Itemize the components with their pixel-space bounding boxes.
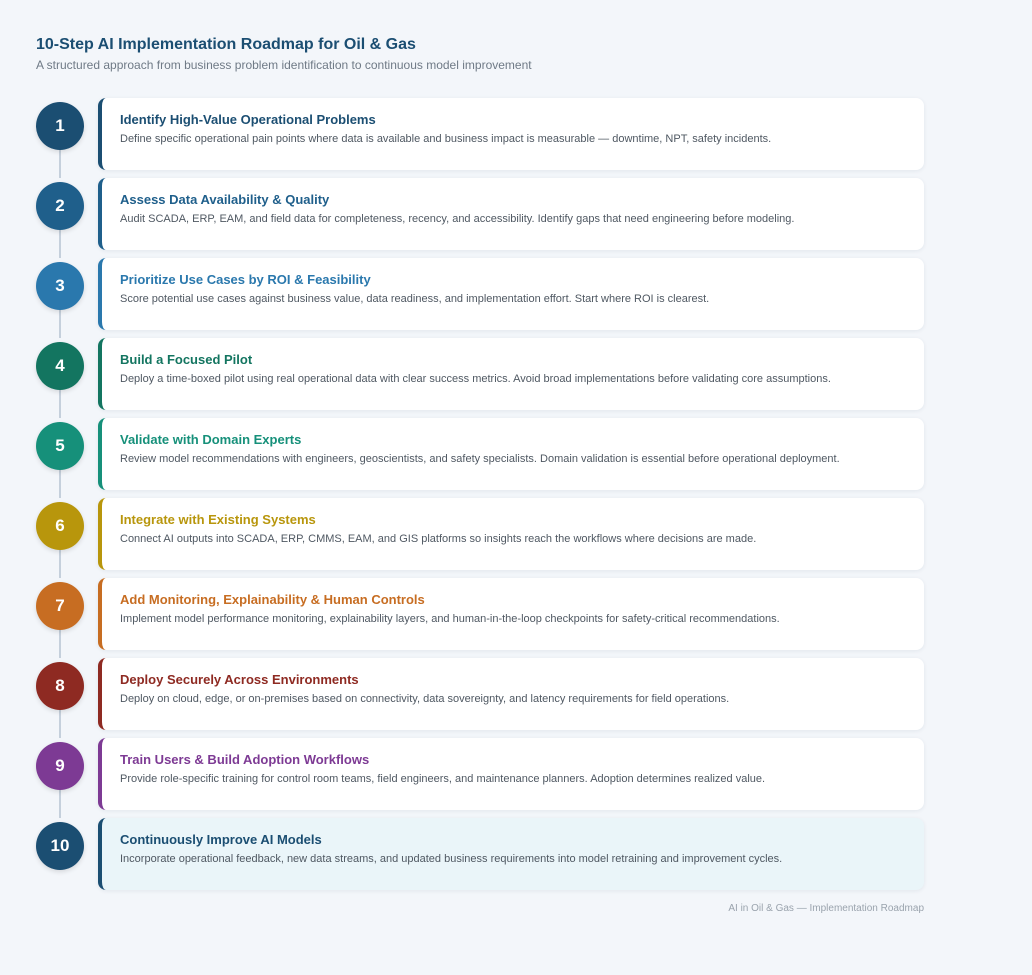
roadmap-step-2 — [36, 178, 924, 258]
step-card — [98, 98, 924, 170]
roadmap-step-1 — [36, 98, 924, 178]
step-description: Score potential use cases against business value, data readiness, and implementation effort. Start where ROI is clearest. — [120, 293, 710, 305]
step-title: Prioritize Use Cases by ROI & Feasibility — [120, 272, 371, 287]
roadmap-step-8 — [36, 658, 924, 738]
step-number-badge: 7 — [36, 582, 84, 630]
step-description: Deploy on cloud, edge, or on-premises based on connectivity, data sovereignty, and latency requirements for field operations. — [120, 693, 730, 705]
step-title: Integrate with Existing Systems — [120, 512, 316, 527]
step-title: Build a Focused Pilot — [120, 352, 253, 367]
roadmap-step-3 — [36, 258, 924, 338]
step-description: Define specific operational pain points where data is available and business impact is measurable — downtime, NPT, safety incidents. — [120, 133, 772, 145]
step-number-badge: 5 — [36, 422, 84, 470]
step-title: Deploy Securely Across Environments — [120, 672, 359, 687]
step-description: Review model recommendations with engineers, geoscientists, and safety specialists. Domain validation is essential before operational deployment. — [120, 453, 840, 465]
page-footer: AI in Oil & Gas — Implementation Roadmap — [728, 903, 924, 914]
step-card — [98, 738, 924, 810]
step-number-badge: 10 — [36, 822, 84, 870]
step-description: Audit SCADA, ERP, EAM, and field data for completeness, recency, and accessibility. Identify gaps that need engineering before modeling. — [120, 213, 795, 225]
step-card — [98, 578, 924, 650]
step-title: Identify High-Value Operational Problems — [120, 112, 376, 127]
step-description: Provide role-specific training for control room teams, field engineers, and maintenance planners. Adoption determines realized value. — [120, 773, 766, 785]
step-title: Add Monitoring, Explainability & Human Controls — [120, 592, 425, 607]
roadmap-step-9 — [36, 738, 924, 818]
roadmap-step-4 — [36, 338, 924, 418]
step-title: Assess Data Availability & Quality — [120, 192, 330, 207]
step-description: Connect AI outputs into SCADA, ERP, CMMS, EAM, and GIS platforms so insights reach the workflows where decisions are made. — [120, 533, 757, 545]
page-title: 10-Step AI Implementation Roadmap for Oil & Gas — [36, 36, 416, 53]
step-number-badge: 1 — [36, 102, 84, 150]
step-description: Implement model performance monitoring, explainability layers, and human-in-the-loop checkpoints for safety-critical recommendations. — [120, 613, 780, 625]
step-number-badge: 8 — [36, 662, 84, 710]
step-number-badge: 9 — [36, 742, 84, 790]
step-description: Deploy a time-boxed pilot using real operational data with clear success metrics. Avoid broad implementations before validating core assumptions. — [120, 373, 831, 385]
step-card — [98, 178, 924, 250]
step-number-badge: 4 — [36, 342, 84, 390]
page-subtitle: A structured approach from business problem identification to continuous model improvement — [36, 58, 532, 72]
roadmap-step-7 — [36, 578, 924, 658]
step-number-badge: 2 — [36, 182, 84, 230]
roadmap-step-6 — [36, 498, 924, 578]
roadmap-steps — [36, 98, 924, 898]
step-card — [98, 818, 924, 890]
step-title: Continuously Improve AI Models — [120, 832, 322, 847]
roadmap-step-10 — [36, 818, 924, 898]
step-description: Incorporate operational feedback, new data streams, and updated business requirements into model retraining and improvement cycles. — [120, 853, 783, 865]
step-card — [98, 418, 924, 490]
step-card — [98, 258, 924, 330]
step-card — [98, 338, 924, 410]
step-card — [98, 658, 924, 730]
step-card — [98, 498, 924, 570]
roadmap-step-5 — [36, 418, 924, 498]
step-number-badge: 6 — [36, 502, 84, 550]
step-number-badge: 3 — [36, 262, 84, 310]
step-title: Train Users & Build Adoption Workflows — [120, 752, 370, 767]
step-title: Validate with Domain Experts — [120, 432, 302, 447]
